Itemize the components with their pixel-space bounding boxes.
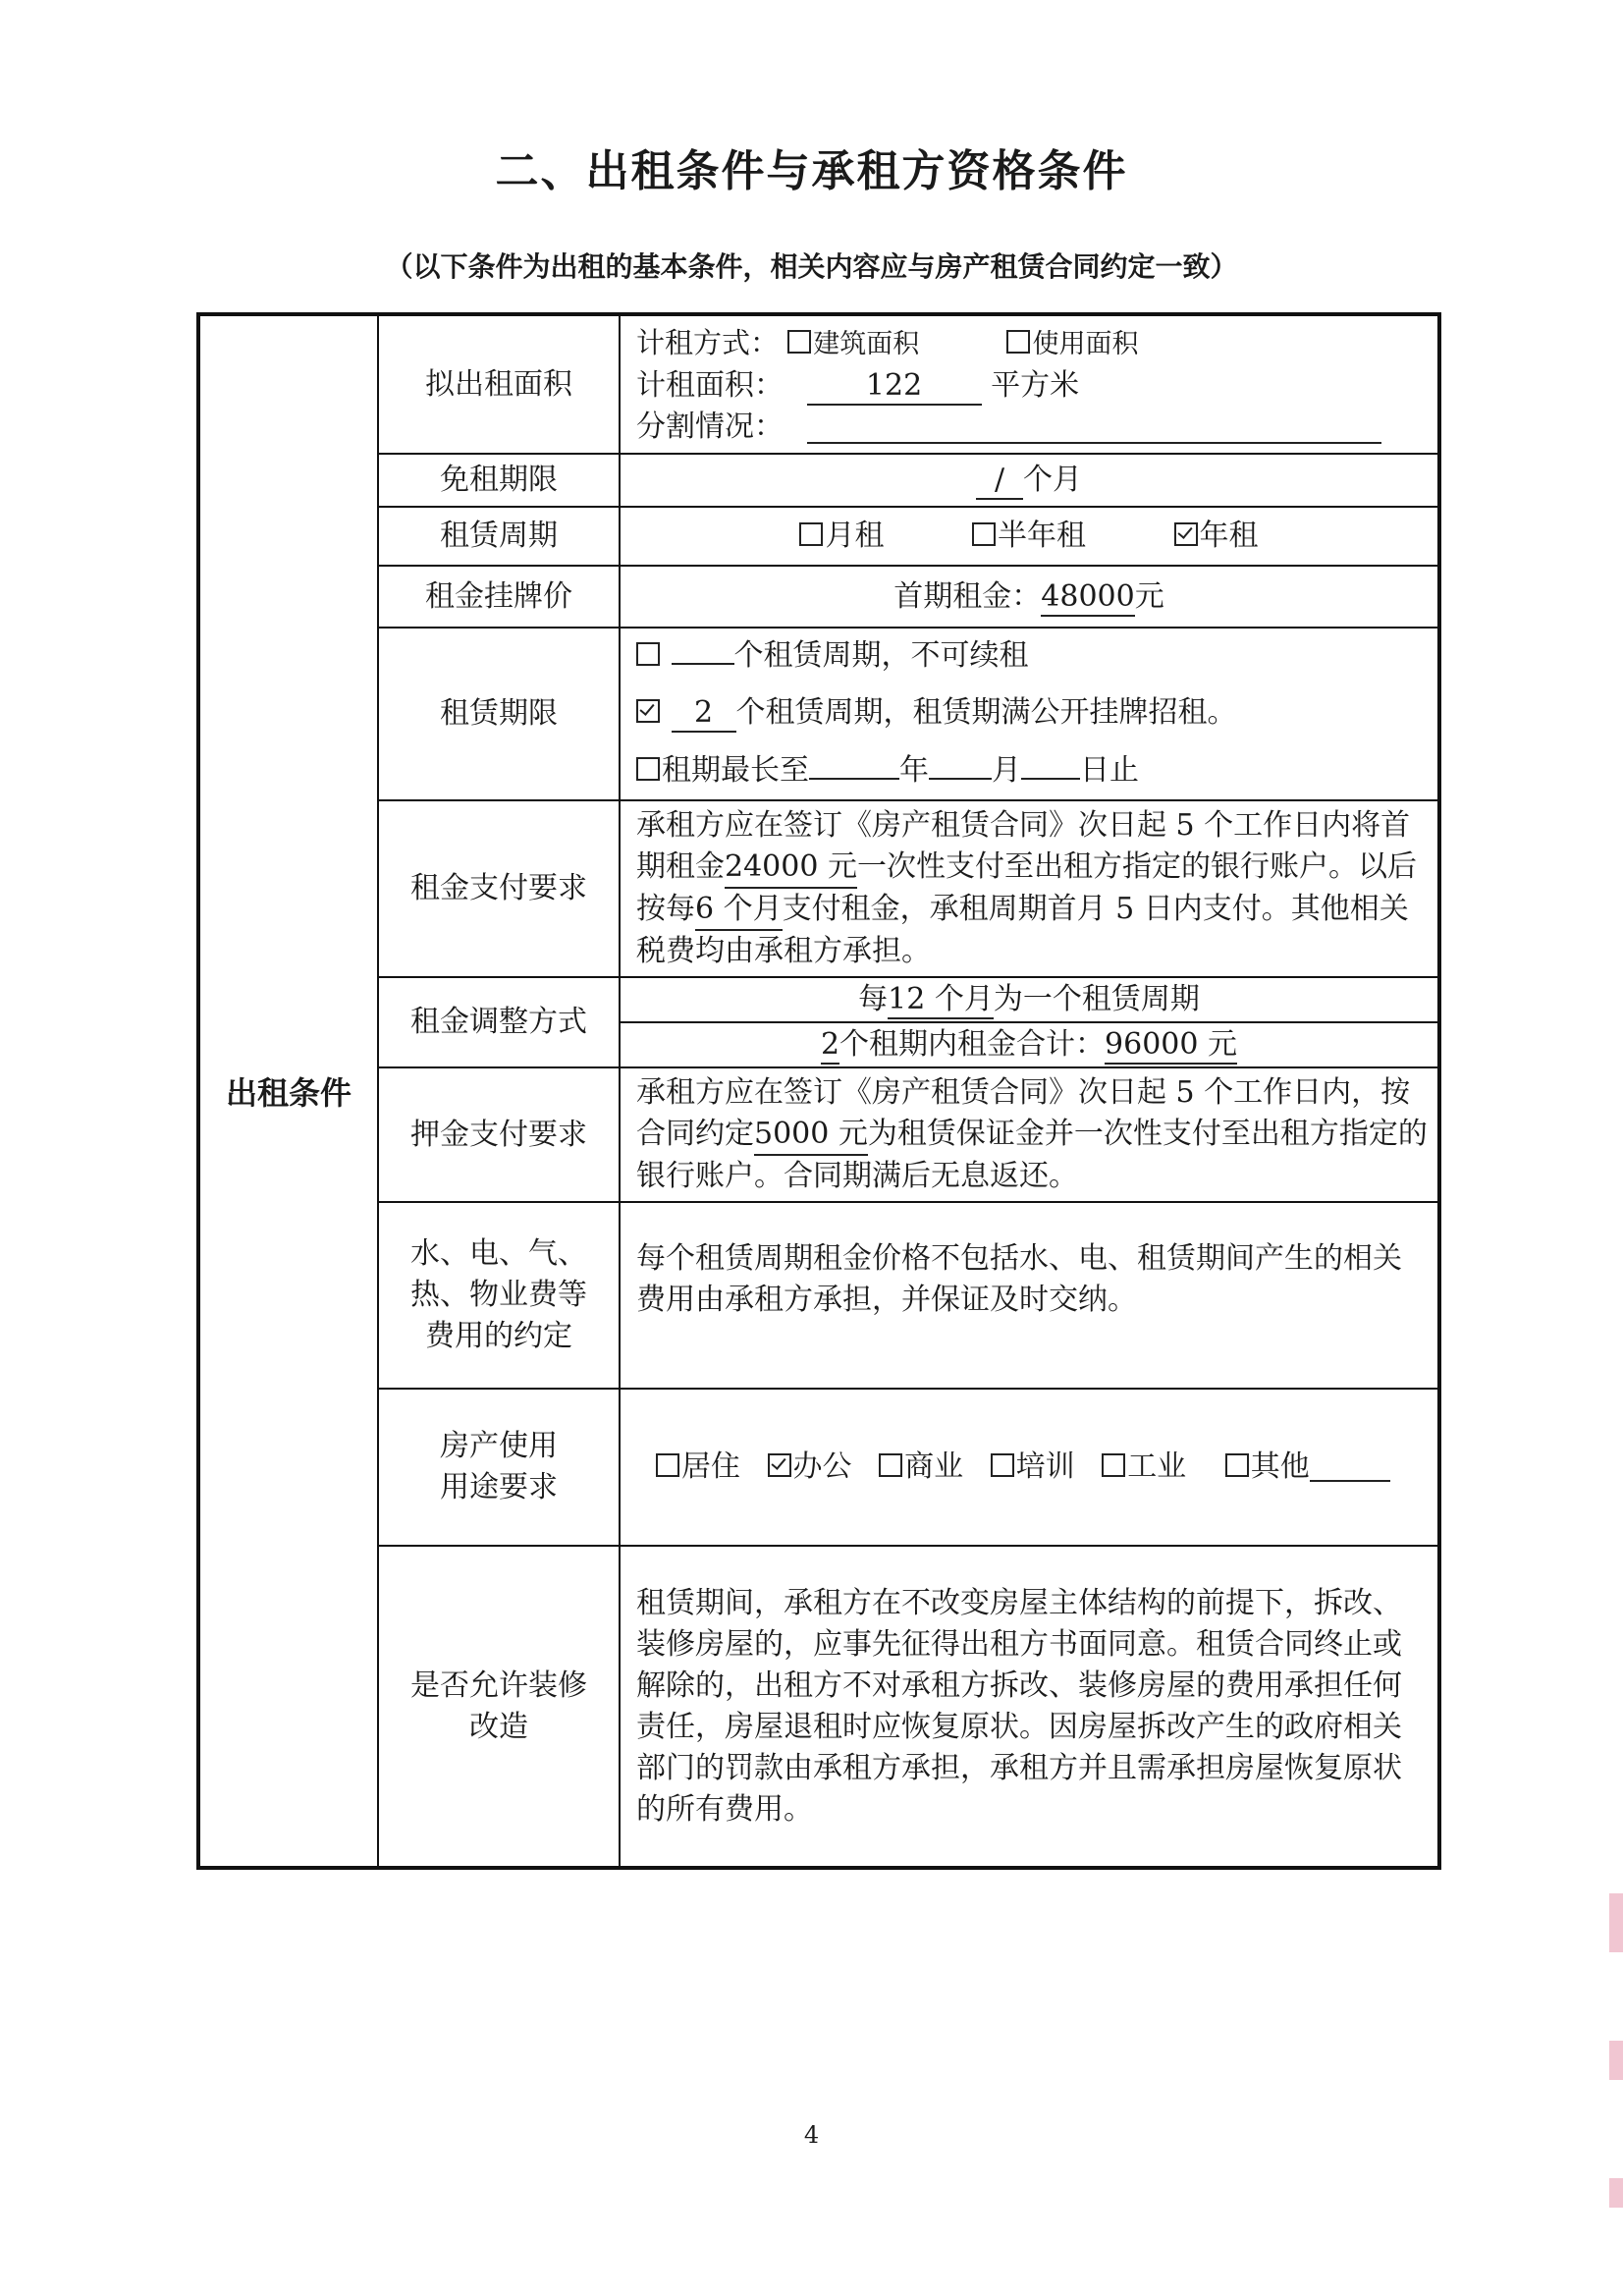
- label-payment: 租金支付要求: [378, 800, 620, 977]
- checkbox-icon[interactable]: [787, 330, 811, 354]
- option-usable-area[interactable]: 使用面积: [1006, 324, 1138, 365]
- usage-training[interactable]: 培训: [991, 1447, 1075, 1488]
- row-cycle: [198, 507, 1439, 566]
- row-deposit: [198, 1067, 1439, 1202]
- label-cycle: 租赁周期: [378, 507, 620, 566]
- term-opt2-text: 个租赁周期，租赁期满公开挂牌招租。: [735, 695, 1237, 730]
- usage-other[interactable]: 其他: [1225, 1447, 1310, 1488]
- listing-price-unit: 元: [1134, 578, 1164, 614]
- section-label: 出租条件: [198, 314, 378, 1868]
- row-usage: [198, 1389, 1439, 1546]
- deposit-text-2: 为租赁保证金并一次性支付至出租方指定的银行账户。合同期满后无息返还。: [636, 1117, 1428, 1193]
- row-payment: [198, 800, 1439, 977]
- checkbox-icon[interactable]: [1225, 1453, 1249, 1477]
- area-prefix: 计租面积：: [636, 367, 784, 403]
- cycle-cell: [620, 507, 1439, 566]
- adjust-total: 96000 元: [1105, 1027, 1237, 1065]
- year-blank: [809, 778, 899, 780]
- term-month: 月: [992, 753, 1021, 788]
- label-adjust: 租金调整方式: [378, 977, 620, 1067]
- renovation-text: 租赁期间，承租方在不改变房屋主体结构的前提下，拆改、装修房屋的，应事先征得出租方书面同意。租赁合同终止或解除的，出租方不对承租方拆改、装修房屋的费用承担任何责任，房屋退租时应恢复原状。因房屋拆改产生的政府相关部门的罚款由承租方承担，承租方并且需承担房屋恢复原状的所有费用。: [620, 1546, 1439, 1868]
- deposit-text-1: 承租方应在签订《房产租赁合同》次日起 5 个工作日内，按合同约定: [636, 1075, 1411, 1151]
- checkbox-icon[interactable]: [1006, 330, 1030, 354]
- adjust-cell: [620, 977, 1439, 1067]
- page-number: 4: [803, 2121, 820, 2149]
- checkbox-icon[interactable]: [879, 1453, 902, 1477]
- payment-interval: 6 个月: [695, 890, 783, 931]
- payment-cell: [620, 800, 1439, 977]
- checkbox-icon[interactable]: [972, 522, 996, 546]
- label-renovation: 是否允许装修改造: [378, 1546, 620, 1868]
- checkbox-icon[interactable]: [1102, 1453, 1125, 1477]
- rental-conditions-table: [196, 312, 1441, 1870]
- option-half-year[interactable]: 半年租: [972, 516, 1086, 557]
- row-area: [198, 314, 1439, 454]
- month-blank: [929, 778, 992, 780]
- row-free-period: [198, 454, 1439, 507]
- term-option-1[interactable]: [636, 633, 662, 679]
- term-cell: [620, 628, 1439, 800]
- option-yearly[interactable]: 年租: [1174, 516, 1259, 557]
- usage-cell: [620, 1389, 1439, 1546]
- label-usage: 房产使用用途要求: [378, 1389, 620, 1546]
- page-title: 二、出租条件与承租方资格条件: [495, 146, 1128, 196]
- label-listing-price: 租金挂牌价: [378, 566, 620, 628]
- usage-other-blank: [1310, 1450, 1390, 1482]
- option-monthly[interactable]: 月租: [799, 516, 884, 557]
- listing-price-cell: [620, 566, 1439, 628]
- method-prefix: 计租方式：: [636, 325, 780, 359]
- label-deposit: 押金支付要求: [378, 1067, 620, 1202]
- term-opt3-prefix: 租期最长至: [662, 753, 809, 788]
- seal-fragment: [1609, 2178, 1623, 2208]
- term-year: 年: [899, 753, 929, 788]
- term-option-2[interactable]: [636, 679, 662, 747]
- term-opt1-blank: [672, 663, 734, 665]
- checkbox-icon[interactable]: [636, 757, 660, 781]
- area-cell: [620, 314, 1439, 454]
- row-utilities: [198, 1202, 1439, 1389]
- label-term: 租赁期限: [378, 628, 620, 800]
- adjust-subtable: [621, 978, 1437, 1066]
- payment-text-3: 支付租金，承租周期首月 5 日内支付。其他相关税费均由承租方承担。: [636, 892, 1409, 968]
- deposit-amount: 5000 元: [754, 1115, 868, 1156]
- term-opt1-text: 个租赁周期，不可续租: [733, 638, 1029, 673]
- utilities-text: 每个租赁周期租金价格不包括水、电、租赁期间产生的相关费用由承租方承担，并保证及时交纳。: [620, 1202, 1439, 1389]
- usage-industrial[interactable]: 工业: [1102, 1447, 1186, 1488]
- area-value: 122: [807, 368, 982, 406]
- label-area: 拟出租面积: [378, 314, 620, 454]
- listing-price-prefix: 首期租金：: [893, 578, 1042, 614]
- seal-fragment: [1609, 1893, 1623, 1952]
- row-adjust: [198, 977, 1439, 1067]
- adjust-period: 12 个月: [888, 982, 994, 1019]
- deposit-cell: [620, 1067, 1439, 1202]
- split-blank: [807, 407, 1381, 444]
- seal-fragment: [1609, 2041, 1623, 2080]
- free-period-unit: 个月: [1023, 463, 1082, 497]
- page-subtitle: （以下条件为出租的基本条件，相关内容应与房产租赁合同约定一致）: [385, 250, 1238, 283]
- checkbox-icon[interactable]: [656, 1453, 679, 1477]
- row-listing-price: [198, 566, 1439, 628]
- adjust-line-2: 2个租期内租金合计：96000 元: [621, 1022, 1437, 1066]
- option-building-area[interactable]: 建筑面积: [787, 324, 919, 365]
- split-prefix: 分割情况：: [636, 409, 784, 444]
- adjust-line-1: 每12 个月为一个租赁周期: [621, 978, 1437, 1022]
- usage-office[interactable]: 办公: [768, 1447, 852, 1488]
- checkbox-icon[interactable]: [799, 522, 823, 546]
- payment-text-2: 一次性支付至出租方指定的银行账户。以后按每: [636, 849, 1417, 926]
- term-option-3[interactable]: [636, 747, 662, 794]
- usage-commercial[interactable]: 商业: [879, 1447, 963, 1488]
- free-period-value: /: [976, 463, 1023, 500]
- checkbox-icon[interactable]: [991, 1453, 1014, 1477]
- label-utilities: 水、电、气、热、物业费等费用的约定: [378, 1202, 620, 1389]
- free-period-cell: [620, 454, 1439, 507]
- term-opt2-value: 2: [672, 695, 736, 733]
- row-renovation: [198, 1546, 1439, 1868]
- adjust-count: 2: [821, 1027, 839, 1065]
- label-free-period: 免租期限: [378, 454, 620, 507]
- area-unit: 平方米: [991, 367, 1080, 403]
- checkbox-checked-icon[interactable]: [1174, 522, 1198, 546]
- usage-residential[interactable]: 居住: [656, 1447, 740, 1488]
- listing-price-value: 48000: [1041, 579, 1134, 617]
- term-day: 日止: [1080, 753, 1139, 788]
- checkbox-checked-icon[interactable]: [636, 699, 660, 723]
- day-blank: [1021, 778, 1080, 780]
- checkbox-checked-icon[interactable]: [768, 1453, 791, 1477]
- checkbox-icon[interactable]: [636, 642, 660, 666]
- payment-text-1: 承租方应在签订《房产租赁合同》次日起 5 个工作日内将首期租金: [636, 808, 1411, 884]
- payment-first-amount: 24000 元: [725, 847, 857, 889]
- row-term: [198, 628, 1439, 800]
